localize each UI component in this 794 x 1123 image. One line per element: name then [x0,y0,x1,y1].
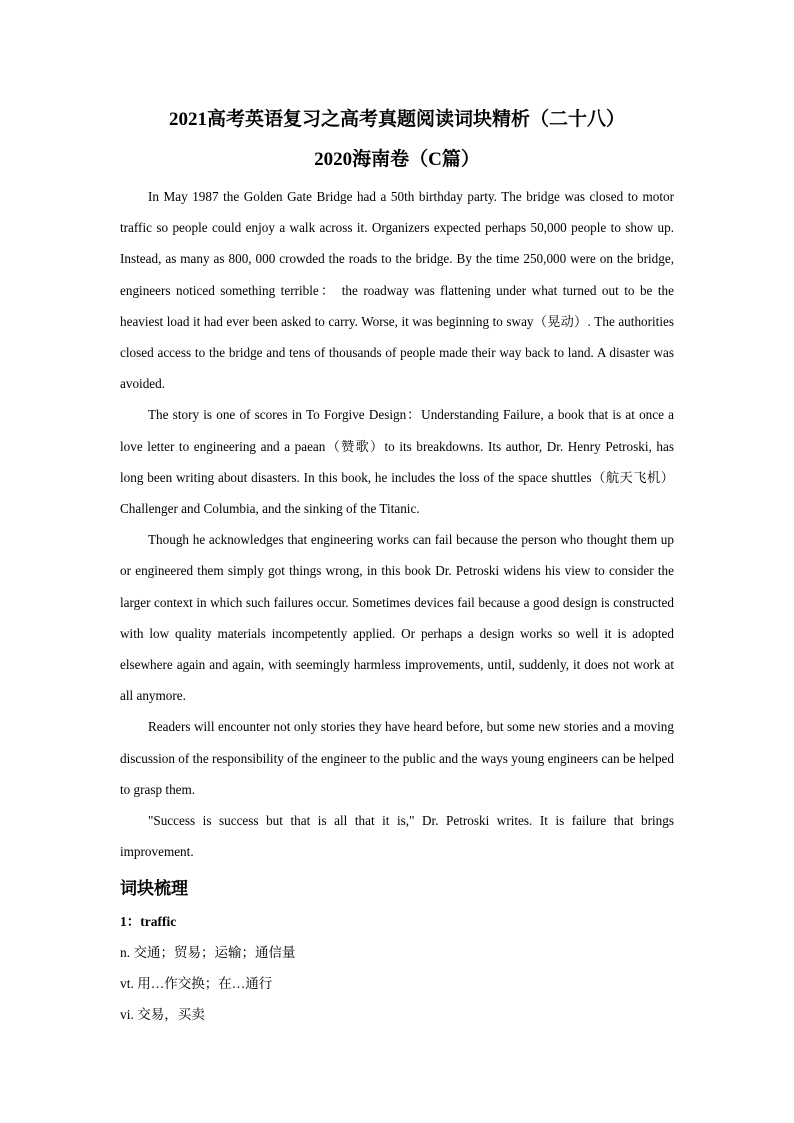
paragraph-3: Though he acknowledges that engineering works can fail because the person who thought them up or engineered them simply got things wrong, in this book Dr. Petroski widens his view to consider the larger context in which such failures occur. Sometimes devices fail because a good design is constructed with low quality materials incompetently applied. Or perhaps a design works so well it is adopted elsewhere again and again, with seemingly harmless improvements, until, suddenly, it does not work at all anymore. [120,532,674,704]
paragraph-5: "Success is success but that is all that it is," Dr. Petroski writes. It is failure that brings improvement. [120,813,674,860]
vocab-definition-transitive-verb: vt. 用…作交换；在…通行 [120,976,273,992]
document-title: 2021高考英语复习之高考真题阅读词块精析（二十八） [168,109,625,130]
vocab-word: 1：traffic [120,914,177,930]
paragraph-2: The story is one of scores in To Forgive Design：Understanding Failure, a book that is at once a love letter to engineering and a paean（赞歌）to its breakdowns. Its author, Dr. Henry Petroski, has long been writing about disasters. In this book, he includes the loss of the space shuttles（航天飞机）Challenger and Columbia, and the sinking of the Titanic. [120,407,674,517]
vocab-definition-intransitive-verb: vi. 交易，买卖 [120,1007,205,1023]
section-heading-vocab: 词块梳理 [120,879,188,899]
document-subtitle: 2020海南卷（C篇） [314,149,480,170]
vocab-definition-noun: n. 交通；贸易；运输；通信量 [120,945,296,961]
paragraph-4: Readers will encounter not only stories they have heard before, but some new stories and a moving discussion of the responsibility of the engineer to the public and the ways young engineers can be helped to grasp them. [120,719,674,797]
paragraph-1: In May 1987 the Golden Gate Bridge had a 50th birthday party. The bridge was closed to motor traffic so people could enjoy a walk across it. Organizers expected perhaps 50,000 people to show up. Instead, as many as 800, 000 crowded the roads to the bridge. By the time 250,000 were on the bridge, engineers noticed something terrible： the roadway was flattening under what turned out to be the heaviest load it had ever been asked to carry. Worse, it was beginning to sway（晃动）. The authorities closed access to the bridge and tens of thousands of people made their way back to land. A disaster was avoided. [120,189,674,392]
document-page [120,100,674,1030]
